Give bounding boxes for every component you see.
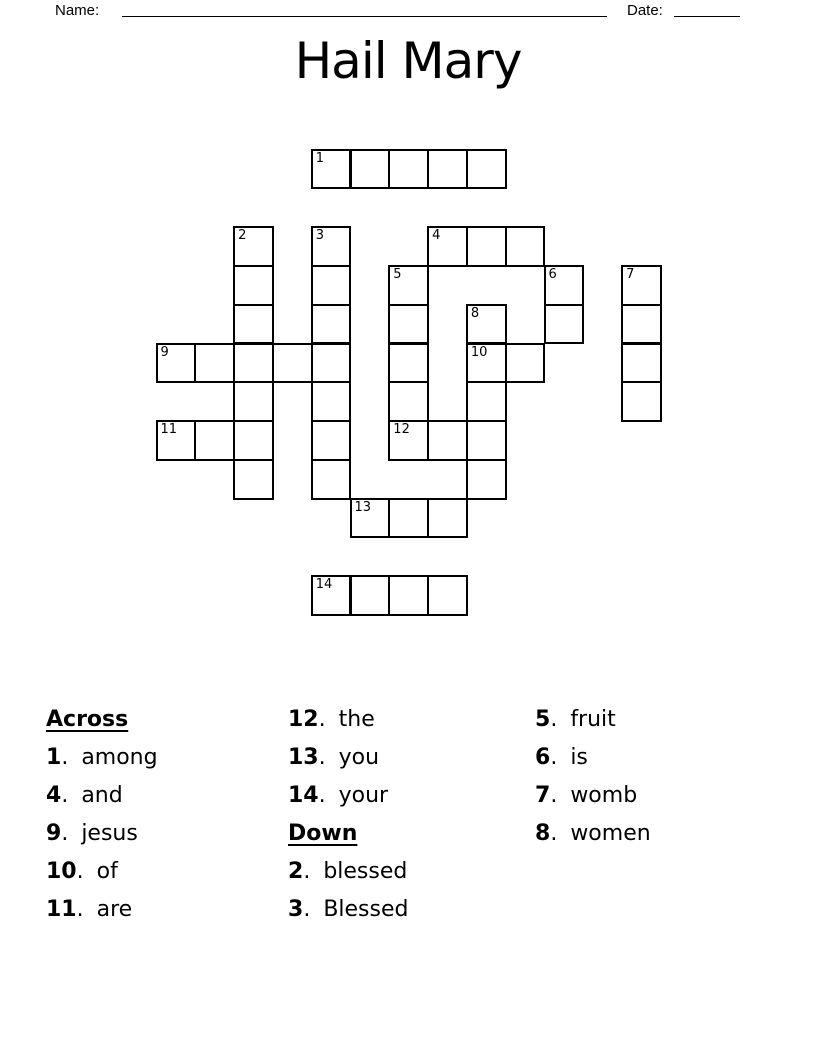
clue-word: fruit [570,707,616,732]
clue-word: womb [570,783,638,808]
clue-item-14 [288,777,408,815]
cell-number: 1 [315,150,324,166]
clue-number: 4 [46,783,62,808]
clue-number-period: . [318,783,326,808]
clue-word: Blessed [323,897,409,922]
grid-cell-r5-c1[interactable] [194,343,235,384]
cell-number: 2 [238,228,247,244]
grid-cell-r8-c2[interactable] [233,459,274,500]
grid-cell-r0-c7[interactable] [427,149,468,190]
date-label: Date: [627,2,663,19]
clue-item-12 [288,701,408,739]
cell-number: 7 [626,266,635,282]
grid-cell-r7-c0[interactable] [156,420,197,461]
clue-number: 8 [535,821,551,846]
grid-cell-r6-c8[interactable] [466,381,507,422]
cell-number: 6 [548,266,557,282]
grid-cell-r5-c2[interactable] [233,343,274,384]
clue-word: among [81,745,158,770]
clue-number: 9 [46,821,62,846]
grid-cell-r11-c4[interactable] [311,575,352,616]
clue-number-period: . [76,897,84,922]
cell-number: 11 [160,422,178,438]
clue-number: 14 [288,783,319,808]
cell-number: 4 [432,228,441,244]
clue-word: of [96,859,118,884]
clue-number: 11 [46,897,77,922]
clue-number-period: . [550,745,558,770]
clue-number-period: . [318,707,326,732]
grid-cell-r0-c6[interactable] [388,149,429,190]
grid-cell-r3-c6[interactable] [388,265,429,306]
clue-number: 2 [288,859,304,884]
clue-word: you [338,745,380,770]
grid-cell-r2-c8[interactable] [466,226,507,267]
clue-word: your [338,783,389,808]
grid-cell-r9-c5[interactable] [350,498,391,539]
grid-cell-r7-c6[interactable] [388,420,429,461]
grid-cell-r5-c3[interactable] [272,343,313,384]
clue-number-period: . [76,859,84,884]
clue-number-period: . [61,821,69,846]
grid-cell-r5-c0[interactable] [156,343,197,384]
cell-number: 3 [315,228,324,244]
grid-cell-r9-c7[interactable] [427,498,468,539]
clue-number: 3 [288,897,304,922]
clue-word: blessed [323,859,408,884]
grid-cell-r5-c6[interactable] [388,343,429,384]
clue-number: 12 [288,707,319,732]
clue-number-period: . [318,745,326,770]
clue-word: are [96,897,133,922]
clue-number-period: . [61,783,69,808]
clue-item-5 [535,701,651,739]
grid-cell-r4-c6[interactable] [388,304,429,345]
grid-cell-r8-c8[interactable] [466,459,507,500]
grid-cell-r4-c4[interactable] [311,304,352,345]
clue-item-11 [46,891,158,929]
clue-number: 5 [535,707,551,732]
name-label: Name: [55,2,100,19]
grid-cell-r11-c7[interactable] [427,575,468,616]
cell-number: 9 [160,344,169,360]
puzzle-title: Hail Mary [294,32,522,90]
grid-cell-r3-c4[interactable] [311,265,352,306]
clues-heading-down: Down [288,821,358,846]
grid-cell-r3-c10[interactable] [544,265,585,306]
clue-item-9 [46,815,158,853]
clue-number-period: . [61,745,69,770]
grid-cell-r2-c4[interactable] [311,226,352,267]
grid-cell-r6-c12[interactable] [621,381,662,422]
grid-cell-r0-c8[interactable] [466,149,507,190]
clues-heading-across: Across [46,707,129,732]
grid-cell-r3-c12[interactable] [621,265,662,306]
clue-number-period: . [550,821,558,846]
clue-number: 10 [46,859,77,884]
clue-item-2 [288,853,408,891]
cell-number: 10 [470,344,488,360]
clue-number-period: . [303,897,311,922]
clue-word: women [570,821,651,846]
grid-cell-r7-c4[interactable] [311,420,352,461]
cell-number: 13 [354,499,372,515]
grid-cell-r3-c2[interactable] [233,265,274,306]
cell-number: 8 [470,305,480,321]
grid-cell-r4-c2[interactable] [233,304,274,345]
clue-number: 13 [288,745,319,770]
grid-cell-r7-c1[interactable] [194,420,235,461]
clue-item-10 [46,853,158,891]
clue-number: 6 [535,745,551,770]
clue-item-4 [46,777,158,815]
grid-cell-r6-c6[interactable] [388,381,429,422]
clues-column-3 [535,701,651,853]
clue-number-period: . [550,783,558,808]
grid-cell-r7-c7[interactable] [427,420,468,461]
clue-number-period: . [550,707,558,732]
clue-item-7 [535,777,651,815]
grid-cell-r11-c5[interactable] [350,575,391,616]
grid-cell-r7-c8[interactable] [466,420,507,461]
grid-cell-r2-c9[interactable] [505,226,546,267]
clue-item-3 [288,891,408,929]
grid-cell-r4-c8[interactable] [466,304,507,345]
grid-cell-r9-c6[interactable] [388,498,429,539]
cell-number: 14 [315,577,333,593]
grid-cell-r8-c4[interactable] [311,459,352,500]
grid-cell-r0-c5[interactable] [350,149,391,190]
clue-item-6 [535,739,651,777]
grid-cell-r6-c4[interactable] [311,381,352,422]
grid-cell-r5-c9[interactable] [505,343,546,384]
grid-cell-r11-c6[interactable] [388,575,429,616]
cell-number: 12 [393,422,410,438]
grid-cell-r4-c12[interactable] [621,304,662,345]
clue-item-1 [46,739,158,777]
grid-cell-r5-c12[interactable] [621,343,662,384]
clue-number-period: . [303,859,311,884]
cell-number: 5 [393,266,402,282]
clues-column-1 [46,701,158,929]
clue-word: jesus [81,821,138,846]
clues-column-2 [288,701,408,929]
clue-item-8 [535,815,651,853]
clue-word: is [570,745,588,770]
grid-cell-r6-c2[interactable] [233,381,274,422]
clue-item-13 [288,739,408,777]
grid-cell-r4-c10[interactable] [544,304,585,345]
clue-word: and [81,783,123,808]
grid-cell-r7-c2[interactable] [233,420,274,461]
grid-cell-r2-c2[interactable] [233,226,274,267]
clue-word: the [338,707,375,732]
grid-cell-r5-c4[interactable] [311,343,352,384]
grid-cell-r5-c8[interactable] [466,343,507,384]
grid-cell-r2-c7[interactable] [427,226,468,267]
clue-number: 1 [46,745,62,770]
grid-cell-r0-c4[interactable] [311,149,352,190]
clue-number: 7 [535,783,551,808]
